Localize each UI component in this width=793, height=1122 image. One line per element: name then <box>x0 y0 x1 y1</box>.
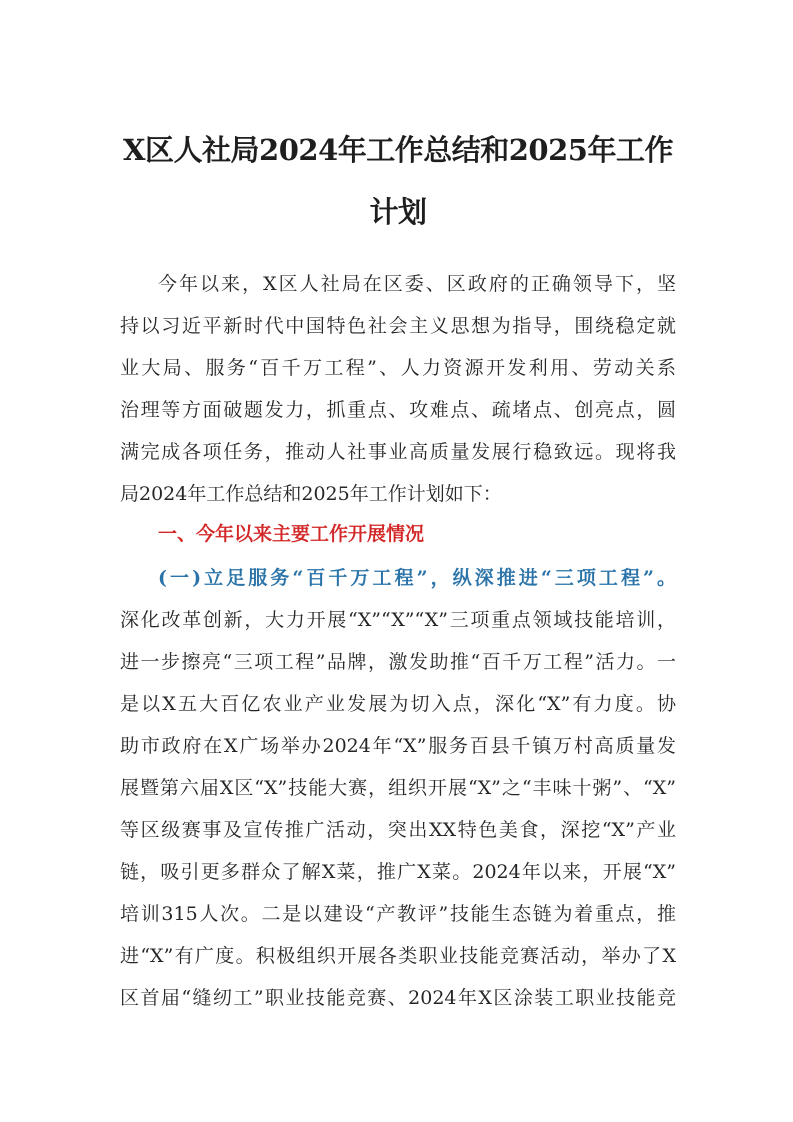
section-heading-1: 一、今年以来主要工作开展情况 <box>158 523 425 545</box>
body-line: 链，吸引更多群众了解X菜，推广X菜。2024年以来，开展“X” <box>120 861 676 883</box>
body-line: 进一步擦亮“三项工程”品牌，激发助推“百千万工程”活力。一 <box>120 651 676 673</box>
intro-line: 今年以来，X区人社局在区委、区政府的正确领导下，坚 <box>158 273 676 295</box>
body-line: 区首届“缝纫工”职业技能竞赛、2024年X区涂装工职业技能竞 <box>120 987 676 1009</box>
intro-line: 满完成各项任务，推动人社事业高质量发展行稳致远。现将我 <box>120 441 676 463</box>
body-line: 等区级赛事及宣传推广活动，突出XX特色美食，深挖“X”产业 <box>120 819 676 841</box>
document-title-line2: 计划 <box>369 195 427 229</box>
intro-line: 局2024年工作总结和2025年工作计划如下： <box>120 483 502 505</box>
document-title-line1: X区人社局2024年工作总结和2025年工作 <box>123 133 673 167</box>
body-line: 是以X五大百亿农业产业发展为切入点，深化“X”有力度。协 <box>120 693 676 715</box>
intro-line: 业大局、服务“百千万工程”、人力资源开发利用、劳动关系 <box>120 357 676 379</box>
intro-line: 持以习近平新时代中国特色社会主义思想为指导，围绕稳定就 <box>120 315 676 337</box>
body-line: 助市政府在X广场举办2024年“X”服务百县千镇万村高质量发 <box>120 735 676 757</box>
subsection-heading-1: (一)立足服务“百千万工程”，纵深推进“三项工程”。 <box>158 567 676 589</box>
body-line: 深化改革创新，大力开展“X”“X”“X”三项重点领域技能培训， <box>120 609 676 631</box>
body-line: 展暨第六届X区“X”技能大赛，组织开展“X”之“丰味十粥”、“X” <box>120 777 676 799</box>
intro-line: 治理等方面破题发力，抓重点、攻难点、疏堵点、创亮点，圆 <box>120 399 676 421</box>
body-line: 培训315人次。二是以建设“产教评”技能生态链为着重点，推 <box>120 903 676 925</box>
body-line: 进“X”有广度。积极组织开展各类职业技能竞赛活动，举办了X <box>120 945 676 967</box>
